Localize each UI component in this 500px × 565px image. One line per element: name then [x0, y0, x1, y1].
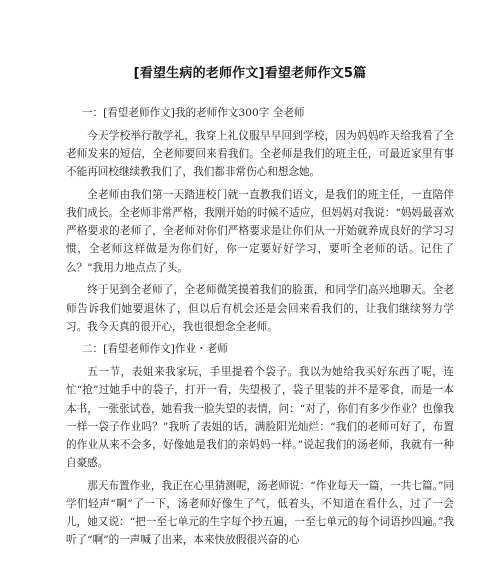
paragraph: 今天学校举行散学礼，我穿上礼仪服早早回到学校，因为妈妈昨天给我看了全老师发来的短信，全老师要回来看我们。全老师是我们的班主任，可最近家里有事不能再回校继续教我们了，我们都非常伤心和想念她。 [66, 129, 454, 179]
section-heading-2: 二：[看望老师作文]作业・老师 [81, 343, 228, 356]
paragraph: 终于见到全老师了，全老师微笑摸着我们的脸蛋，和同学们高兴地聊天。全老师告诉我们她要退休了，但以后有机会还是会回来看我们的，让我们继续努力学习。我今天真的很开心，我也很想念全老师。 [66, 284, 454, 333]
paragraph: 那天布置作业，我正在心里猜测呢，汤老师说：“作业每天一篇，一共七篇。”同学们轻声“啊”了一下，汤老师好像生了气，低着头，不知道在看什么，过了一会儿，她又说：“把一至七单元的生字每个抄五遍，一至七单元的每个词语抄四遍。”我听了“啊”的一声喊了出来，本来快放假很兴奋的心 [66, 479, 454, 547]
document-body [66, 104, 454, 554]
document-title: [看望生病的老师作文]看望老师作文5篇 [133, 66, 367, 81]
section-heading-1: 一：[看望老师作文]我的老师作文300字 全老师 [81, 107, 305, 119]
paragraph: 五一节，表姐来我家玩，手里提着个袋子。我以为她给我买好东西了呢，连忙“抢”过她手中的袋子，打开一看，失望极了，袋子里装的并不是零食，而是一本本书，一张张试卷，她看我一脸失望的表情，问：“对了，你们有多少作业？也像我一样一袋子作业吗？”我听了表姐的话，满脸阳光灿烂：“我们的老师可好了，布置的作业从来不会多，好像她是我们的亲妈妈一样。”说起我们的汤老师，我就有一种自豪感。 [66, 366, 454, 470]
paragraph: 全老师由我们第一天踏进校门就一直教我们语文，是我们的班主任，一直陪伴我们成长。全老师非常严格，我刚开始的时候不适应，但妈妈对我说：“妈妈最喜欢严格要求的老师了，全老师对你们严格要求是让你们从一开始就养成良好的学习习惯，全老师这样做是为你们好，你一定要好好学习，要听全老师的话。记住了么？”我用力地点点了头。 [66, 188, 454, 274]
